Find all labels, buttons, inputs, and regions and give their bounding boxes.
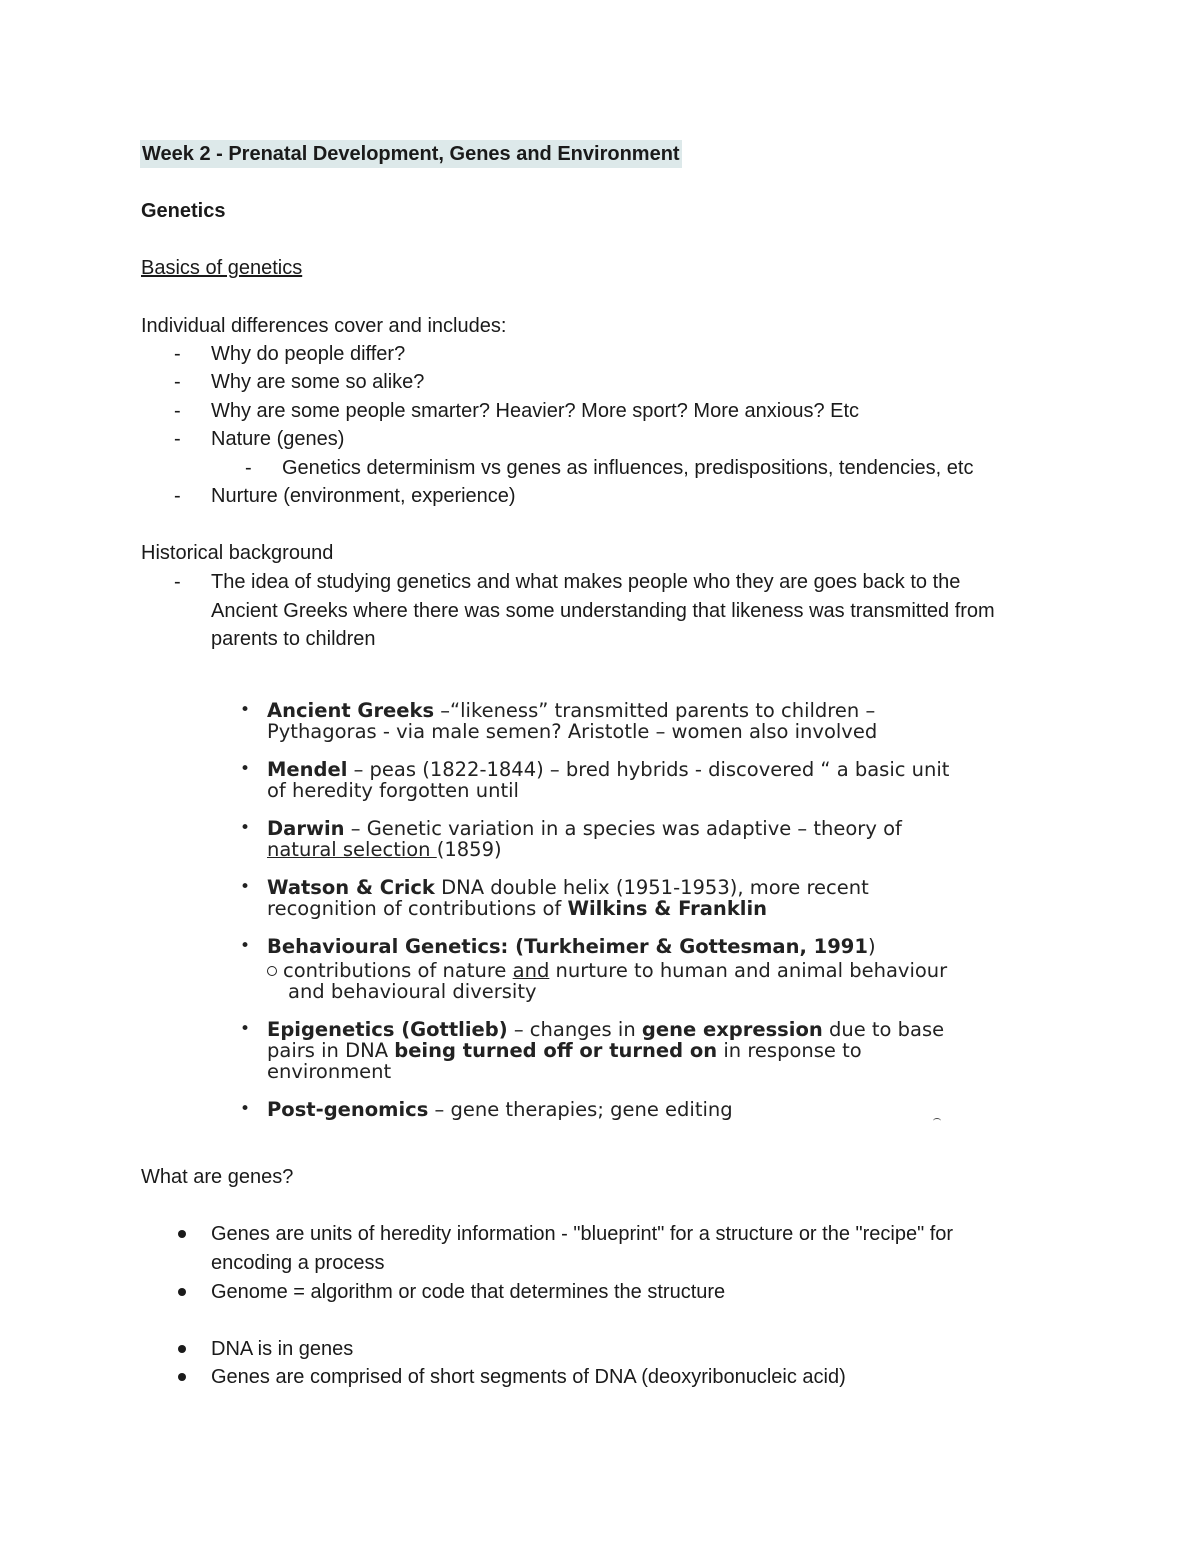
- slide-text: pairs in DNA: [267, 1039, 395, 1062]
- bullet-dot: •: [240, 700, 251, 720]
- genes-bullet: DNA is in genes: [211, 1338, 354, 1360]
- slide-text: –“likeness” transmitted parents to children –: [434, 699, 876, 722]
- genes-heading: What are genes?: [141, 1166, 294, 1188]
- slide-bold-term: Watson & Crick: [267, 876, 435, 899]
- bullet-dot: [178, 1288, 186, 1296]
- bullet-dot: •: [240, 759, 251, 779]
- history-para-line: Ancient Greeks where there was some understanding that likeness was transmitted from: [211, 600, 995, 622]
- slide-text: – gene therapies; gene editing: [428, 1098, 733, 1121]
- bullet-dot: •: [240, 1019, 251, 1039]
- dash-bullet: -: [174, 428, 181, 450]
- slide-text: – Genetic variation in a species was adaptive – theory of: [344, 817, 902, 840]
- page-title: Week 2 - Prenatal Development, Genes and Environment: [140, 140, 682, 168]
- slide-bold-term: Behavioural Genetics:: [267, 935, 509, 958]
- genes-bullet: Genome = algorithm or code that determines the structure: [211, 1281, 726, 1303]
- slide-text: DNA double helix (1951-1953), more recent: [434, 876, 869, 899]
- individual-intro: Individual differences cover and includes:: [141, 315, 507, 337]
- dash-bullet: -: [174, 571, 181, 593]
- genes-bullet-cont: encoding a process: [211, 1252, 385, 1274]
- slide-text: – peas (1822-1844) – bred hybrids - discovered “ a basic unit: [347, 758, 950, 781]
- bullet-dot: •: [240, 818, 251, 838]
- dash-bullet: -: [174, 371, 181, 393]
- slide-text: nurture to human and animal behaviour: [549, 959, 948, 982]
- list-item-nested: Genetics determinism vs genes as influences, predispositions, tendencies, etc: [282, 457, 974, 479]
- bullet-dot: •: [240, 1099, 251, 1119]
- dash-bullet: -: [174, 400, 181, 422]
- bullet-dot: [178, 1373, 186, 1381]
- genes-bullet: Genes are comprised of short segments of DNA (deoxyribonucleic acid): [211, 1366, 846, 1388]
- list-item: Why do people differ?: [211, 343, 406, 365]
- slide-bold-term: Post-genomics: [267, 1098, 429, 1121]
- slide-bold-term: Wilkins & Franklin: [567, 897, 768, 920]
- subheading: Basics of genetics: [141, 257, 303, 279]
- slide-bold-term: Epigenetics (Gottlieb): [267, 1018, 508, 1041]
- dash-bullet: -: [174, 343, 181, 365]
- slide-text: – changes in: [507, 1018, 642, 1041]
- slide-text: of heredity forgotten until: [267, 779, 519, 802]
- bullet-dot: [178, 1230, 186, 1238]
- slide-text: environment: [267, 1060, 392, 1083]
- slide-text: (1859): [436, 838, 502, 861]
- list-item: Nature (genes): [211, 428, 345, 450]
- list-item: Nurture (environment, experience): [211, 485, 516, 507]
- slide-bold-term: Mendel: [267, 758, 348, 781]
- slide-bold-term: being turned off or turned on: [394, 1039, 718, 1062]
- embedded-slide: [240, 690, 980, 1130]
- bullet-dot: •: [240, 936, 251, 956]
- slide-text: ): [867, 935, 876, 958]
- slide-bold-term: Ancient Greeks: [267, 699, 435, 722]
- list-item: Why are some people smarter? Heavier? More sport? More anxious? Etc: [211, 400, 860, 422]
- slide-corner-mark: [933, 1118, 941, 1124]
- slide-underlined-text: natural selection: [267, 838, 437, 861]
- slide-text: recognition of contributions of: [267, 897, 568, 920]
- list-item: Why are some so alike?: [211, 371, 425, 393]
- history-heading: Historical background: [141, 542, 334, 564]
- slide-bold-term: gene expression: [641, 1018, 823, 1041]
- slide-text: (: [508, 935, 525, 958]
- slide-text: in response to: [717, 1039, 862, 1062]
- slide-text: due to base: [822, 1018, 945, 1041]
- hollow-circle-bullet: [267, 966, 277, 976]
- slide-bold-term: Darwin: [267, 817, 345, 840]
- slide-text: Pythagoras - via male semen? Aristotle – women also involved: [267, 720, 878, 743]
- dash-bullet: -: [174, 485, 181, 507]
- section-heading: Genetics: [141, 200, 226, 222]
- slide-text: contributions of nature: [283, 959, 513, 982]
- genes-bullet: Genes are units of heredity information - "blueprint" for a structure or the "recipe" for: [211, 1223, 954, 1245]
- slide-text: and behavioural diversity: [288, 980, 537, 1003]
- bullet-dot: •: [240, 877, 251, 897]
- slide-bold-term: Turkheimer & Gottesman, 1991: [524, 935, 868, 958]
- history-para-line: parents to children: [211, 628, 376, 650]
- bullet-dot: [178, 1345, 186, 1353]
- dash-bullet: -: [245, 457, 252, 479]
- slide-underlined-text: and: [512, 959, 550, 982]
- history-para-line: The idea of studying genetics and what makes people who they are goes back to the: [211, 571, 961, 593]
